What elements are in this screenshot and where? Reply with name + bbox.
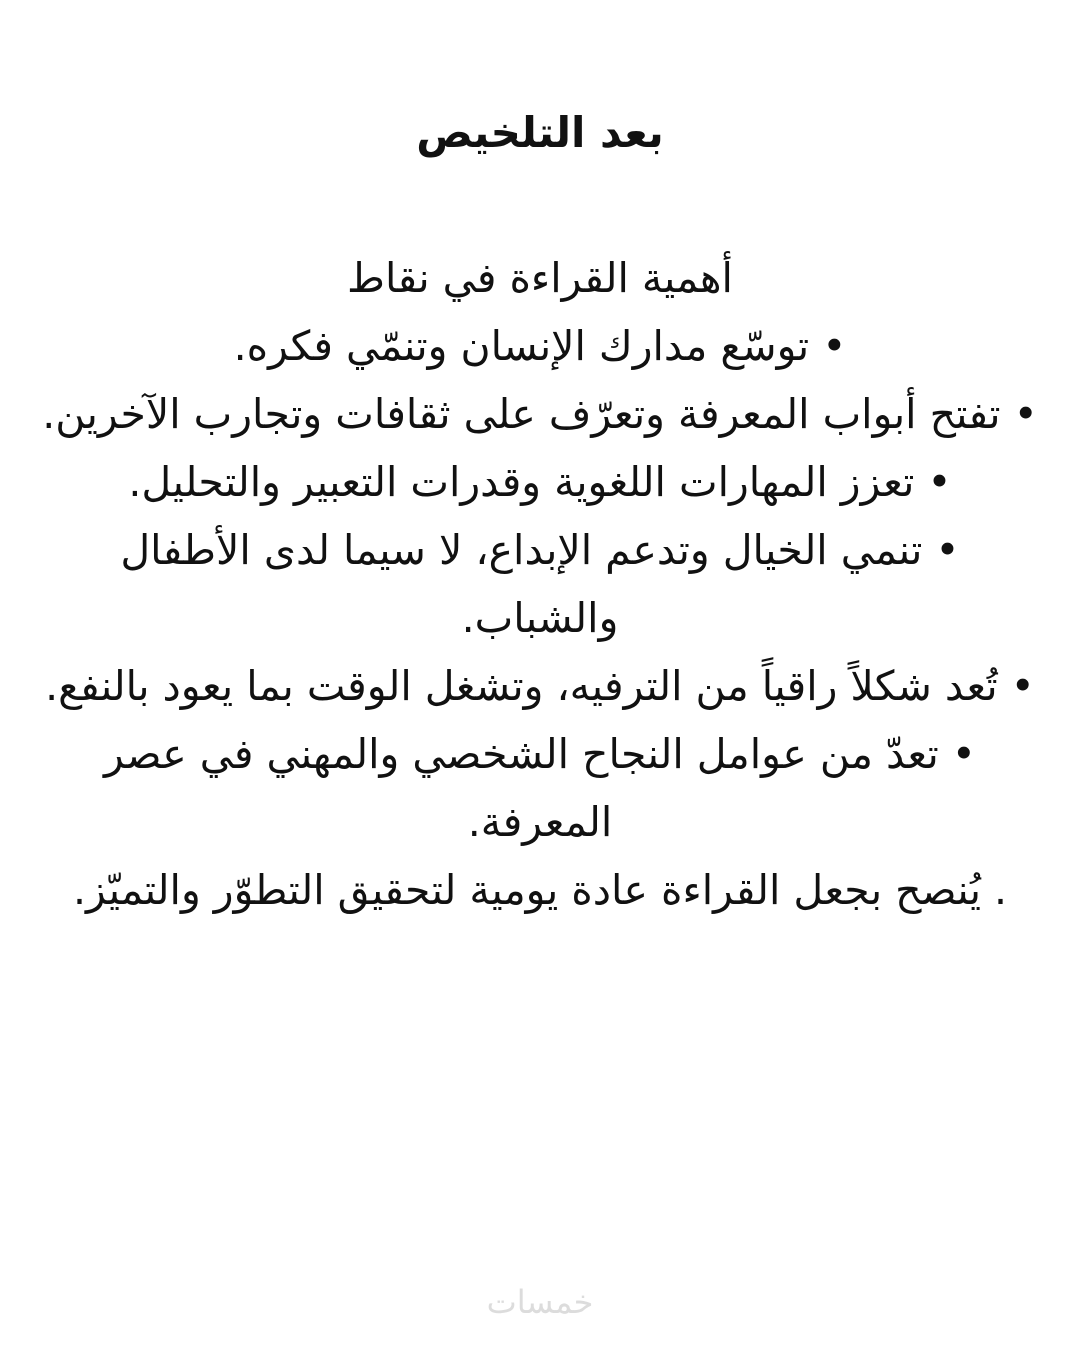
- page-title: بعد التلخيص: [416, 108, 664, 157]
- bullet-point: • تعزز المهارات اللغوية وقدرات التعبير والتحليل.: [128, 458, 952, 506]
- bullet-point: • تفتح أبواب المعرفة وتعرّف على ثقافات وتجارب الآخرين.: [42, 390, 1038, 438]
- section-heading: أهمية القراءة في نقاط: [347, 254, 733, 302]
- bullet-point: • تعدّ من عوامل النجاح الشخصي والمهني في عصر المعرفة.: [104, 730, 976, 846]
- watermark-logo: خمسات: [486, 1283, 594, 1321]
- closing-recommendation: . يُنصح بجعل القراءة عادة يومية لتحقيق التطوّر والتميّز.: [72, 866, 1008, 914]
- bullet-point: • تُعد شكلاً راقياً من الترفيه، وتشغل الوقت بما يعود بالنفع.: [45, 662, 1035, 710]
- summary-body: [36, 244, 1044, 924]
- bullet-point: • تنمي الخيال وتدعم الإبداع، لا سيما لدى الأطفال والشباب.: [120, 526, 960, 642]
- bullet-point: • توسّع مدارك الإنسان وتنمّي فكره.: [233, 322, 847, 370]
